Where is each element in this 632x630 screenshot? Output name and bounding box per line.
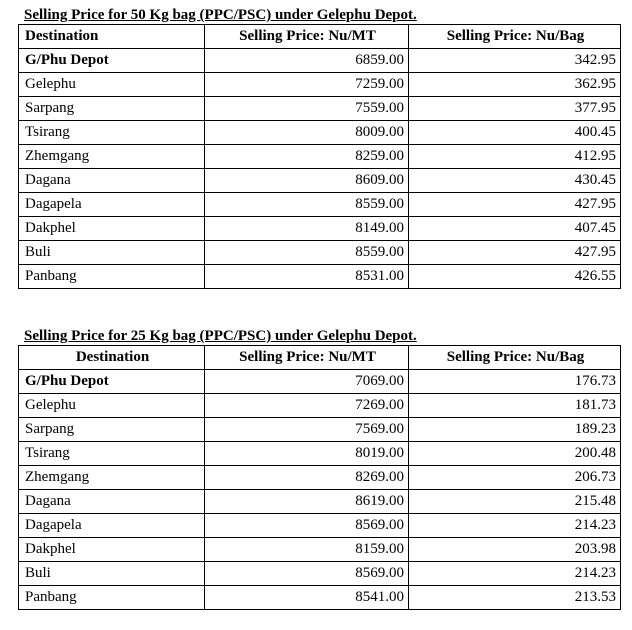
destination-cell: Panbang — [19, 265, 205, 289]
table-row — [19, 490, 621, 514]
table-row — [19, 394, 621, 418]
header-destination: Destination — [19, 346, 205, 370]
header-price-mt: Selling Price: Nu/MT — [205, 346, 409, 370]
price-mt-cell: 8149.00 — [205, 217, 409, 241]
price-mt-cell: 7559.00 — [205, 97, 409, 121]
price-bag-cell: 206.73 — [409, 466, 621, 490]
header-row — [19, 346, 621, 370]
table-row — [19, 97, 621, 121]
price-bag-cell: 377.95 — [409, 97, 621, 121]
price-mt-cell: 8009.00 — [205, 121, 409, 145]
destination-cell: Dagapela — [19, 193, 205, 217]
price-bag-cell: 427.95 — [409, 193, 621, 217]
table-row — [19, 241, 621, 265]
price-table-25kg — [18, 345, 621, 610]
destination-cell: Dagapela — [19, 514, 205, 538]
price-mt-cell: 7569.00 — [205, 418, 409, 442]
price-bag-cell: 427.95 — [409, 241, 621, 265]
table-caption: Selling Price for 25 Kg bag (PPC/PSC) under Gelephu Depot. — [24, 328, 417, 344]
price-mt-cell: 8569.00 — [205, 514, 409, 538]
destination-cell: G/Phu Depot — [19, 370, 205, 394]
price-bag-cell: 412.95 — [409, 145, 621, 169]
price-mt-cell: 8531.00 — [205, 265, 409, 289]
price-mt-cell: 7269.00 — [205, 394, 409, 418]
destination-cell: Sarpang — [19, 418, 205, 442]
price-bag-cell: 215.48 — [409, 490, 621, 514]
price-bag-cell: 426.55 — [409, 265, 621, 289]
price-section-50kg — [18, 6, 620, 289]
price-bag-cell: 362.95 — [409, 73, 621, 97]
price-mt-cell: 8619.00 — [205, 490, 409, 514]
table-row — [19, 586, 621, 610]
price-mt-cell: 8541.00 — [205, 586, 409, 610]
price-bag-cell: 214.23 — [409, 514, 621, 538]
price-bag-cell: 203.98 — [409, 538, 621, 562]
price-bag-cell: 213.53 — [409, 586, 621, 610]
price-bag-cell: 430.45 — [409, 169, 621, 193]
price-mt-cell: 8569.00 — [205, 562, 409, 586]
destination-cell: Panbang — [19, 586, 205, 610]
table-row — [19, 418, 621, 442]
price-table-50kg — [18, 24, 621, 289]
price-mt-cell: 8159.00 — [205, 538, 409, 562]
price-bag-cell: 176.73 — [409, 370, 621, 394]
table-row — [19, 145, 621, 169]
price-bag-cell: 214.23 — [409, 562, 621, 586]
table-row — [19, 121, 621, 145]
table-row — [19, 514, 621, 538]
header-price-bag: Selling Price: Nu/Bag — [409, 346, 621, 370]
table-row — [19, 265, 621, 289]
table-row — [19, 442, 621, 466]
price-bag-cell: 407.45 — [409, 217, 621, 241]
destination-cell: Dagana — [19, 169, 205, 193]
header-price-bag: Selling Price: Nu/Bag — [409, 25, 621, 49]
price-mt-cell: 8269.00 — [205, 466, 409, 490]
destination-cell: Buli — [19, 241, 205, 265]
destination-cell: Dagana — [19, 490, 205, 514]
header-row — [19, 25, 621, 49]
table-row — [19, 73, 621, 97]
price-mt-cell: 8019.00 — [205, 442, 409, 466]
destination-cell: Tsirang — [19, 121, 205, 145]
price-mt-cell: 6859.00 — [205, 49, 409, 73]
price-bag-cell: 342.95 — [409, 49, 621, 73]
destination-cell: Zhemgang — [19, 145, 205, 169]
destination-cell: Dakphel — [19, 538, 205, 562]
table-row — [19, 169, 621, 193]
destination-cell: Sarpang — [19, 97, 205, 121]
table-row — [19, 466, 621, 490]
destination-cell: Gelephu — [19, 394, 205, 418]
header-price-mt: Selling Price: Nu/MT — [205, 25, 409, 49]
destination-cell: Tsirang — [19, 442, 205, 466]
destination-cell: Zhemgang — [19, 466, 205, 490]
price-bag-cell: 200.48 — [409, 442, 621, 466]
table-row — [19, 193, 621, 217]
destination-cell: Gelephu — [19, 73, 205, 97]
destination-cell: Buli — [19, 562, 205, 586]
price-mt-cell: 7069.00 — [205, 370, 409, 394]
destination-cell: G/Phu Depot — [19, 49, 205, 73]
price-bag-cell: 400.45 — [409, 121, 621, 145]
price-bag-cell: 189.23 — [409, 418, 621, 442]
price-mt-cell: 8559.00 — [205, 193, 409, 217]
table-row — [19, 49, 621, 73]
price-bag-cell: 181.73 — [409, 394, 621, 418]
destination-cell: Dakphel — [19, 217, 205, 241]
table-row — [19, 217, 621, 241]
table-row — [19, 370, 621, 394]
price-section-25kg — [18, 327, 620, 610]
table-row — [19, 562, 621, 586]
table-caption: Selling Price for 50 Kg bag (PPC/PSC) under Gelephu Depot. — [24, 7, 417, 23]
price-mt-cell: 8259.00 — [205, 145, 409, 169]
table-row — [19, 538, 621, 562]
price-mt-cell: 8559.00 — [205, 241, 409, 265]
price-mt-cell: 7259.00 — [205, 73, 409, 97]
header-destination: Destination — [19, 25, 205, 49]
price-mt-cell: 8609.00 — [205, 169, 409, 193]
